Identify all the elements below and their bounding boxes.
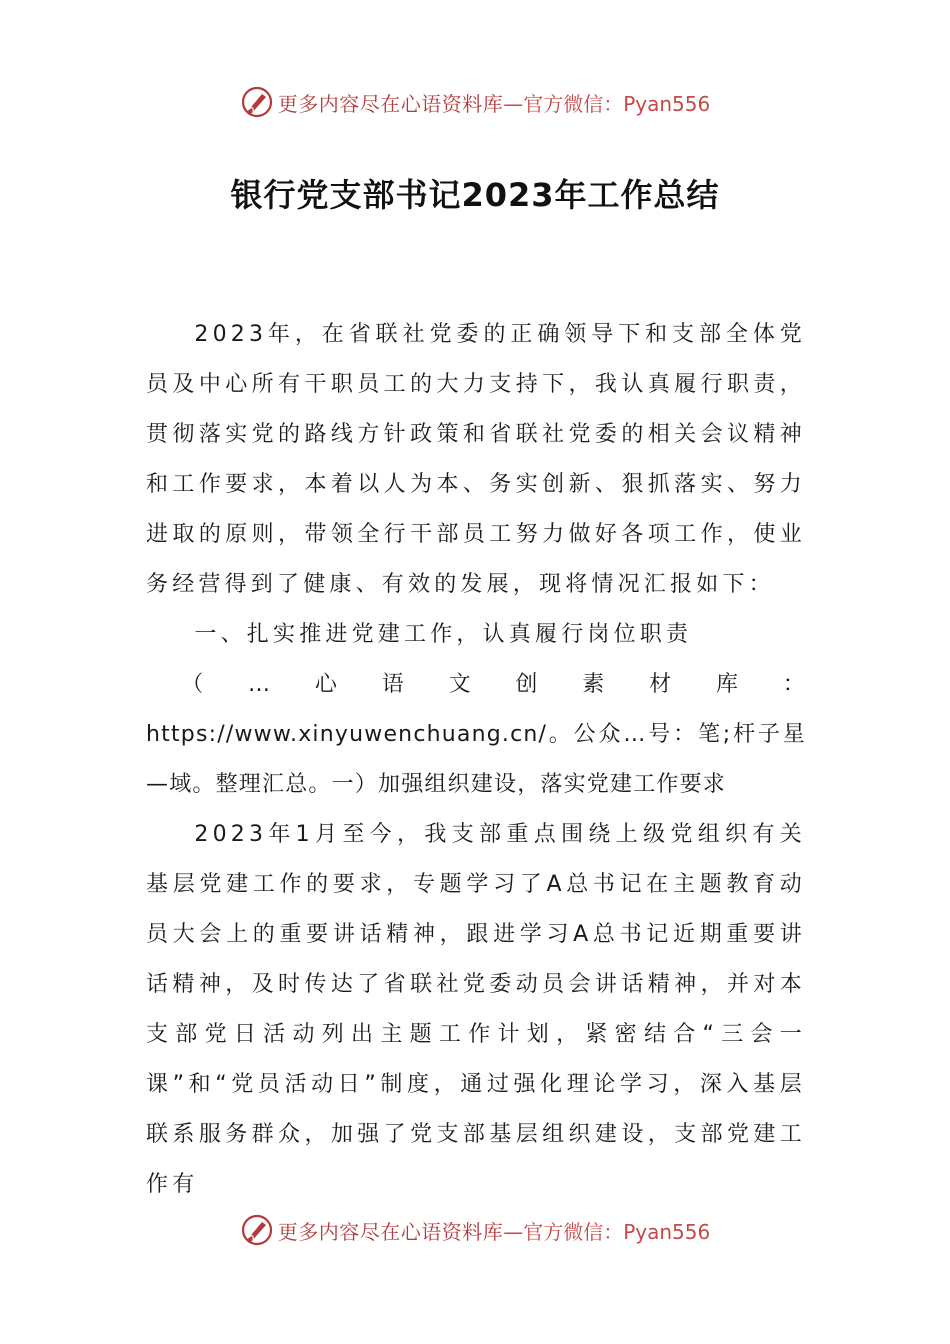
banner-brand-text: 更多内容尽在心语资料库 bbox=[277, 1219, 504, 1244]
document-title: 银行党支部书记2023年工作总结 bbox=[230, 176, 720, 214]
pen-circle-logo-icon bbox=[240, 1213, 274, 1247]
subsection-heading: （…心语文创素材库：https://www.xinyuwenchuang.cn/。公众…号：笔;杆子星—域。整理汇总。一）加强组织建设，落实党建工作要求 bbox=[146, 672, 806, 797]
header-watermark-banner bbox=[0, 82, 950, 122]
banner-contact-text: —官方微信：Pyan556 bbox=[503, 1219, 711, 1244]
footer-watermark-banner bbox=[0, 1210, 950, 1250]
banner-contact-text: —官方微信：Pyan556 bbox=[503, 91, 711, 116]
body-paragraph: 2023年1月至今，我支部重点围绕上级党组织有关基层党建工作的要求，专题学习了A总书记在主题教育动员大会上的重要讲话精神，跟进学习A总书记近期重要讲话精神，及时传达了省联社党委动员会讲话精神，并对本支部党日活动列出主题工作计划，紧密结合“三会一课”和“党员活动日”制度，通过强化理论学习，深入基层联系服务群众，加强了党支部基层组织建设，支部党建工作有 bbox=[146, 822, 806, 1197]
banner-brand-text: 更多内容尽在心语资料库 bbox=[277, 91, 504, 116]
section-heading: 一、扎实推进党建工作，认真履行岗位职责 bbox=[194, 622, 693, 647]
pen-circle-logo-icon bbox=[240, 85, 274, 119]
body-paragraph: 2023年，在省联社党委的正确领导下和支部全体党员及中心所有干职员工的大力支持下，我认真履行职责，贯彻落实党的路线方针政策和省联社党委的相关会议精神和工作要求，本着以人为本、务实创新、狠抓落实、努力进取的原则，带领全行干部员工努力做好各项工作，使业务经营得到了健康、有效的发展，现将情况汇报如下： bbox=[146, 322, 806, 597]
document-body bbox=[146, 310, 806, 1210]
